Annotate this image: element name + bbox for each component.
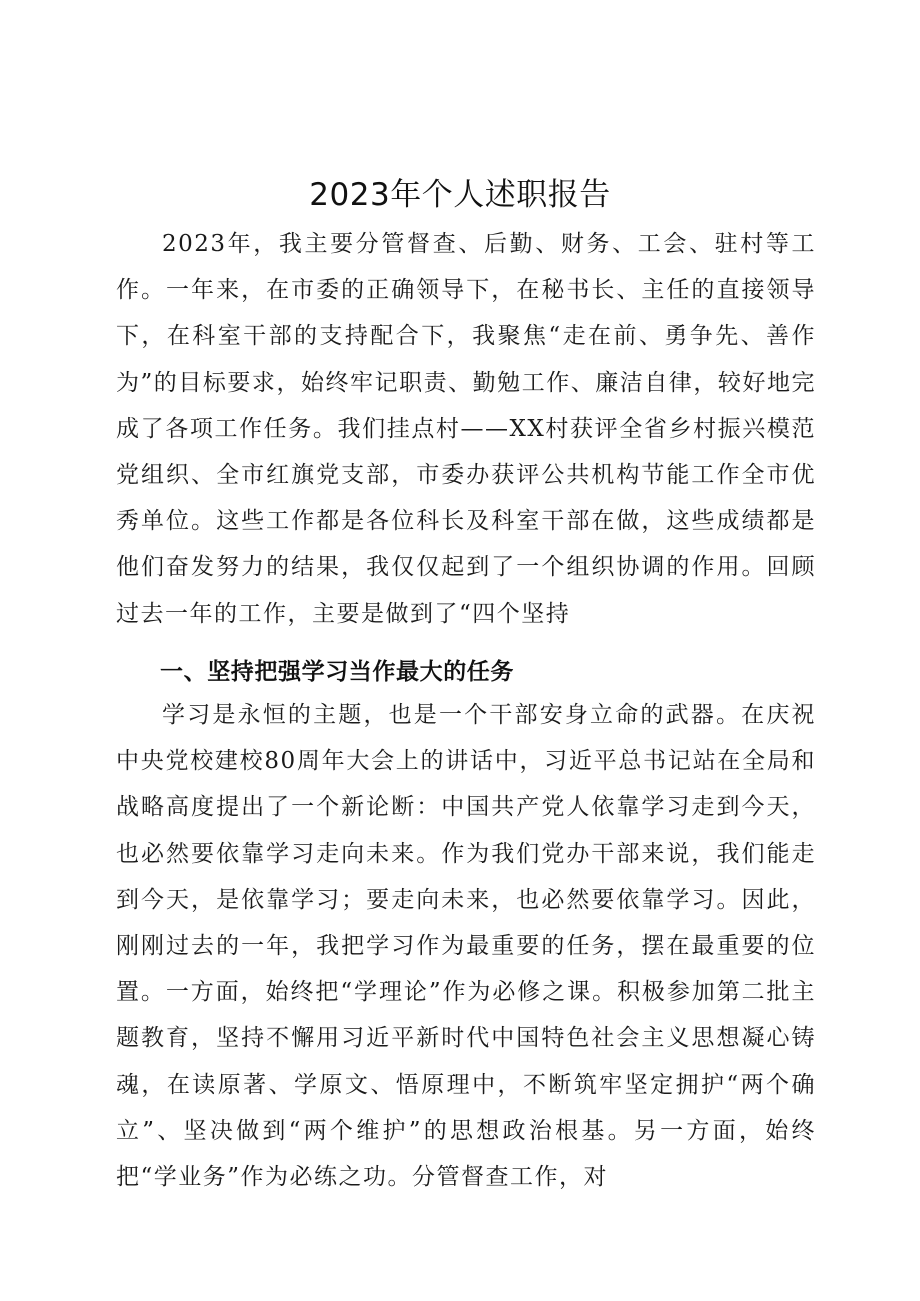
intro-paragraph: 2023年，我主要分管督查、后勤、财务、工会、驻村等工作。一年来，在市委的正确领导下，在秘书长、主任的直接领导下，在科室干部的支持配合下，我聚焦“走在前、勇争先、善作为”的目标要求，始终牢记职责、勤勉工作、廉洁自律，较好地完成了各项工作任务。我们挂点村——XX村获评全省乡村振兴模范党组织、全市红旗党支部，市委办获评公共机构节能工作全市优秀单位。这些工作都是各位科长及科室干部在做，这些成绩都是他们奋发努力的结果，我仅仅起到了一个组织协调的作用。回顾过去一年的工作，主要是做到了“四个坚持 — [116, 231, 816, 627]
section-heading-1: 一、坚持把强学习当作最大的任务 — [160, 659, 514, 685]
section-1-paragraph: 学习是永恒的主题，也是一个干部安身立命的武器。在庆祝中央党校建校80周年大会上的讲话中，习近平总书记站在全局和战略高度提出了一个新论断：中国共产党人依靠学习走到今天，也必然要依靠学习走向未来。作为我们党办干部来说，我们能走到今天，是依靠学习；要走向未来，也必然要依靠学习。因此，刚刚过去的一年，我把学习作为最重要的任务，摆在最重要的位置。一方面，始终把“学理论”作为必修之课。积极参加第二批主题教育，坚持不懈用习近平新时代中国特色社会主义思想凝心铸魂，在读原著、学原文、悟原理中，不断筑牢坚定拥护“两个确立”、坚决做到“两个维护”的思想政治根基。另一方面，始终把“学业务”作为必练之功。分管督查工作，对 — [116, 702, 816, 1191]
document-title: 2023年个人述职报告 — [309, 177, 611, 213]
